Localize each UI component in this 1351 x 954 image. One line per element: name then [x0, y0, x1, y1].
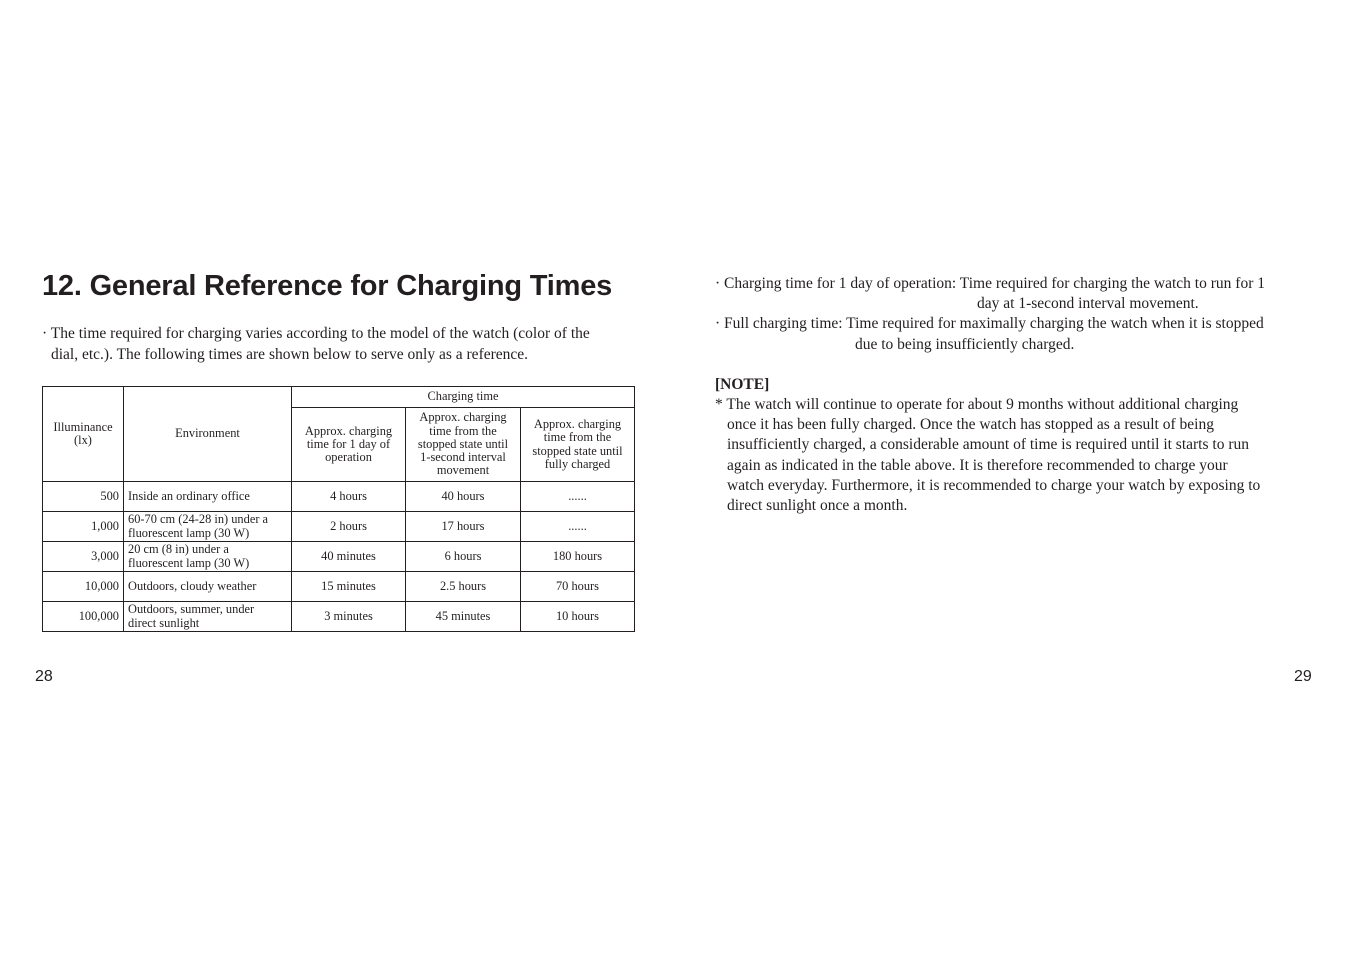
table-row: [43, 512, 635, 542]
interval-time-cell: 40 hours: [406, 482, 521, 512]
one-day-time-cell: 15 minutes: [292, 572, 406, 602]
header-charging-time: Charging time: [292, 387, 635, 408]
page-number-right: 29: [1294, 668, 1312, 685]
one-day-time-cell: 4 hours: [292, 482, 406, 512]
note-body: * The watch will continue to operate for about 9 months without additional charging once it has been fully charged. Once the watch has stopped as a result of being insufficiently charged, a considerable amount of time is required until it starts to run again as indicated in the table above. It is therefore recommended to charge your watch everyday. Furthermore, it is recommended to charge your watch by exposing to direct sunlight once a month.: [715, 396, 1261, 515]
right-page-text: [715, 274, 1315, 516]
intro-paragraph: [42, 323, 642, 365]
interval-time-cell: 2.5 hours: [406, 572, 521, 602]
table-row: [43, 572, 635, 602]
environment-cell: Outdoors, summer, under direct sunlight: [124, 602, 292, 632]
illuminance-cell: 10,000: [43, 572, 124, 602]
environment-cell: Inside an ordinary office: [124, 482, 292, 512]
charging-time-table: [42, 386, 635, 632]
one-day-time-cell: 3 minutes: [292, 602, 406, 632]
full-charge-time-cell: 180 hours: [521, 542, 635, 572]
page-number-left: 28: [35, 668, 53, 685]
table-row: [43, 482, 635, 512]
illuminance-cell: 100,000: [43, 602, 124, 632]
header-illuminance: Illuminance (lx): [43, 387, 124, 482]
header-one-day-operation: Approx. charging time for 1 day of operation: [292, 408, 406, 482]
full-charge-time-cell: 70 hours: [521, 572, 635, 602]
note-heading: [NOTE]: [715, 375, 770, 393]
environment-cell: 60-70 cm (24-28 in) under a fluorescent lamp (30 W): [124, 512, 292, 542]
illuminance-cell: 1,000: [43, 512, 124, 542]
table-row: [43, 542, 635, 572]
intro-line: dial, etc.). The following times are shown below to serve only as a reference.: [51, 346, 529, 363]
environment-cell: Outdoors, cloudy weather: [124, 572, 292, 602]
illuminance-cell: 3,000: [43, 542, 124, 572]
header-fully-charged: Approx. charging time from the stopped state until fully charged: [521, 408, 635, 482]
interval-time-cell: 6 hours: [406, 542, 521, 572]
interval-time-cell: 17 hours: [406, 512, 521, 542]
intro-line: · The time required for charging varies according to the model of the watch (color of the: [42, 325, 590, 342]
one-day-time-cell: 2 hours: [292, 512, 406, 542]
table-row: [43, 602, 635, 632]
environment-cell: 20 cm (8 in) under a fluorescent lamp (30 W): [124, 542, 292, 572]
interval-time-cell: 45 minutes: [406, 602, 521, 632]
full-charge-time-cell: 10 hours: [521, 602, 635, 632]
one-day-time-cell: 40 minutes: [292, 542, 406, 572]
page-title: 12. General Reference for Charging Times: [42, 270, 613, 302]
full-charge-time-cell: ......: [521, 512, 635, 542]
header-interval-movement: Approx. charging time from the stopped state until 1-second interval movement: [406, 408, 521, 482]
full-charge-time-cell: ......: [521, 482, 635, 512]
illuminance-cell: 500: [43, 482, 124, 512]
definition-full-charge: · Full charging time: Time required for maximally charging the watch when it is stopped due to being insufficiently charged.: [715, 315, 1264, 353]
definition-one-day: · Charging time for 1 day of operation: Time required for charging the watch to run for 1 day at 1-second interval movement.: [715, 275, 1265, 313]
header-environment: Environment: [124, 387, 292, 482]
